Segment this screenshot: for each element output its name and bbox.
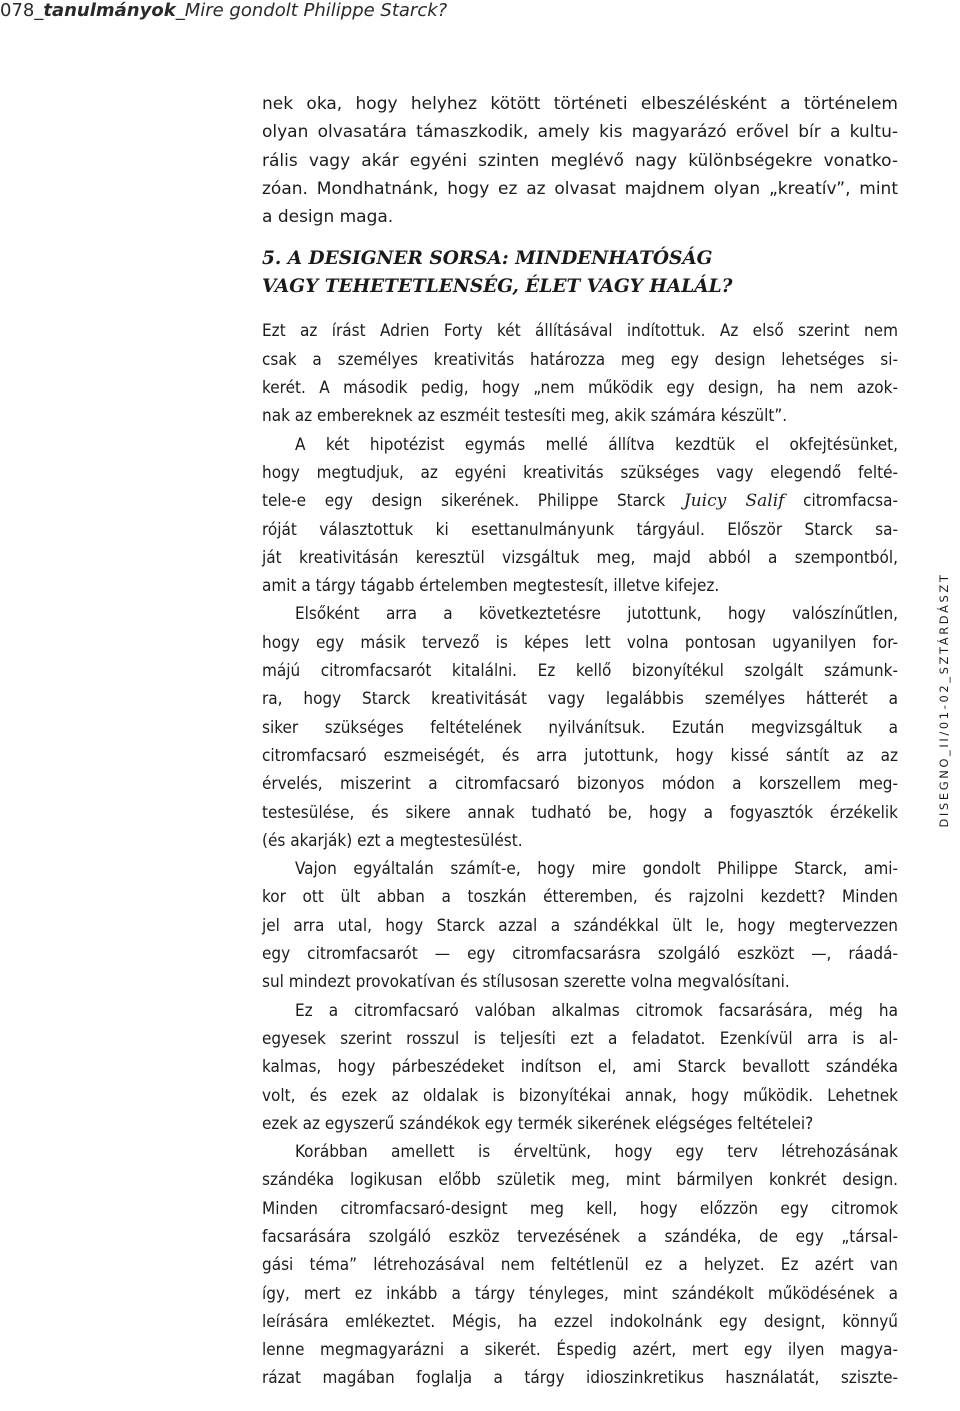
text-line: leírására emlékeztet. Mégis, ha ezzel indokolnánk egy designt, könnyű xyxy=(262,1311,898,1332)
text-line: olyan olvasatára támaszkodik, amely kis magyarázó erővel bír a kultu- xyxy=(262,122,898,143)
text-line: gási téma” létrehozásával nem feltétlenül ez a helyzet. Ez azért van xyxy=(262,1255,898,1276)
body-text xyxy=(262,317,898,1392)
text-line: (és akarják) ezt a megtestesülést. xyxy=(262,830,523,851)
text-line: ra, hogy Starck kreativitását vagy legalábbis személyes hátterét a xyxy=(262,689,898,710)
text-line: nek oka, hogy helyhez kötött történeti elbeszélésként a történelem xyxy=(262,94,898,114)
text-line: Ez a citromfacsaró valóban alkalmas citromok facsarására, még ha xyxy=(295,1000,898,1021)
text-line: nak az embereknek az eszméit testesíti meg, akik számára készült”. xyxy=(262,406,788,427)
heading-line: 5. A DESIGNER SORSA: MINDENHATÓSÁG xyxy=(262,248,713,270)
paragraph xyxy=(262,317,898,430)
text-line: kerét. A második pedig, hogy „nem működik egy design, ha nem azok- xyxy=(262,378,898,399)
running-header: 078_tanulmányok_Mire gondolt Philippe Starck? xyxy=(0,0,448,21)
text-line: Minden citromfacsaró-designt meg kell, hogy előzzön egy citromok xyxy=(262,1198,898,1219)
text-line: citromfacsaró eszmeiségét, és arra jutottunk, hogy kissé sántít az az xyxy=(262,745,898,766)
text-line: rális vagy akár egyéni szinten meglévő nagy különbségekre vonatko- xyxy=(262,150,898,171)
text-line: egy citromfacsarót — egy citromfacsarásra szolgáló eszközt —, ráadá- xyxy=(262,944,898,965)
article-title: Mire gondolt Philippe Starck? xyxy=(184,0,448,21)
paragraph xyxy=(262,1138,898,1393)
text-line: testesülése, és sikere annak tudható be, hogy a fogyasztók érzékelik xyxy=(262,802,898,823)
text-line: facsarására szolgáló eszköz tervezésének a szándéka, de egy „társal- xyxy=(262,1226,898,1247)
text-line: így, mert ez inkább a tárgy tényleges, mint szándékolt működésének a xyxy=(262,1283,898,1304)
text-line: volt, és ezek az oldalak is bizonyítékai annak, hogy működik. Lehetnek xyxy=(262,1085,898,1106)
journal-label: DISEGNO_II/01-02_SZTÁRDÁSZT xyxy=(937,572,951,828)
text-line: hogy megtudjuk, az egyéni kreativitás szükséges vagy elegendő felté- xyxy=(262,462,898,483)
text-line: A két hipotézist egymás mellé állítva kezdtük el okfejtésünket, xyxy=(295,434,898,455)
paragraph xyxy=(262,855,898,996)
text-segment: citromfacsa- xyxy=(784,491,898,512)
heading-line: VAGY TEHETETLENSÉG, ÉLET VAGY HALÁL? xyxy=(262,276,733,298)
text-line: Elsőként arra a következtetésre jutottunk, hogy valószínűtlen, xyxy=(295,604,898,625)
paragraph xyxy=(262,997,898,1138)
text-line: jel arra utal, hogy Starck azzal a szándékkal ült le, hogy megtervezzen xyxy=(262,915,898,936)
text-line: kor ott ült abban a toszkán étteremben, és rajzolni kezdett? Minden xyxy=(262,887,898,908)
intro-paragraph xyxy=(262,90,898,231)
text-line: hogy egy másik tervező is képes lett volna pontosan ugyanilyen for- xyxy=(262,632,898,653)
text-line: rázat magában foglalja a tárgy idioszinkretikus használatát, sziszte- xyxy=(262,1368,898,1389)
text-line: zóan. Mondhatnánk, hogy ez az olvasat majdnem olyan „kreatív”, mint xyxy=(262,178,898,199)
text-line: szándéka logikusan előbb születik meg, mint bármilyen konkrét design. xyxy=(262,1170,898,1191)
section-heading xyxy=(262,245,898,301)
text-line: májú citromfacsarót kitalálni. Ez kellő bizonyítékul szolgált számunk- xyxy=(262,661,898,682)
product-name: Juicy Salif xyxy=(683,491,785,512)
text-line: róját választottuk ki esettanulmányunk tárgyául. Először Starck sa- xyxy=(262,519,898,540)
text-line: Ezt az írást Adrien Forty két állításával indítottuk. Az első szerint nem xyxy=(262,321,898,342)
text-line: sul mindezt provokatívan és stílusosan szerette volna megvalósítani. xyxy=(262,972,790,993)
text-line xyxy=(262,487,898,515)
text-line: Korábban amellett is érveltünk, hogy egy terv létrehozásának xyxy=(295,1142,898,1163)
text-line: ját kreativitásán keresztül vizsgáltuk meg, majd abból a szempontból, xyxy=(262,547,898,568)
text-line: siker szükséges feltételének nyilvánítsuk. Ezután megvizsgáltuk a xyxy=(262,717,898,738)
text-line: egyesek szerint rosszul is teljesíti ezt a feladatot. Ezenkívül arra is al- xyxy=(262,1028,898,1049)
text-line: kalmas, hogy párbeszédeket indítson el, ami Starck bevallott szándéka xyxy=(262,1057,898,1078)
paragraph xyxy=(262,600,898,855)
text-line: érvelés, miszerint a citromfacsaró bizonyos módon a korszellem meg- xyxy=(262,774,898,795)
text-line: Vajon egyáltalán számít-e, hogy mire gondolt Philippe Starck, ami- xyxy=(295,859,898,880)
text-line: lenne megmagyarázni a sikerét. Éspedig azért, mert egy ilyen magya- xyxy=(262,1340,898,1361)
text-line: amit a tárgy tágabb értelemben megtestesít, illetve kifejez. xyxy=(262,576,720,597)
paragraph xyxy=(262,431,898,601)
page-number: 078 xyxy=(0,0,35,21)
text-line: csak a személyes kreativitás határozza meg egy design lehetséges si- xyxy=(262,349,898,370)
section-name: tanulmányok xyxy=(43,0,176,21)
text-column xyxy=(262,90,898,1393)
text-line: ezek az egyszerű szándékok egy termék sikerének elégséges feltételei? xyxy=(262,1113,814,1134)
text-line: a design maga. xyxy=(262,207,394,228)
text-segment: tele-e egy design sikerének. Philippe Starck xyxy=(262,491,684,512)
